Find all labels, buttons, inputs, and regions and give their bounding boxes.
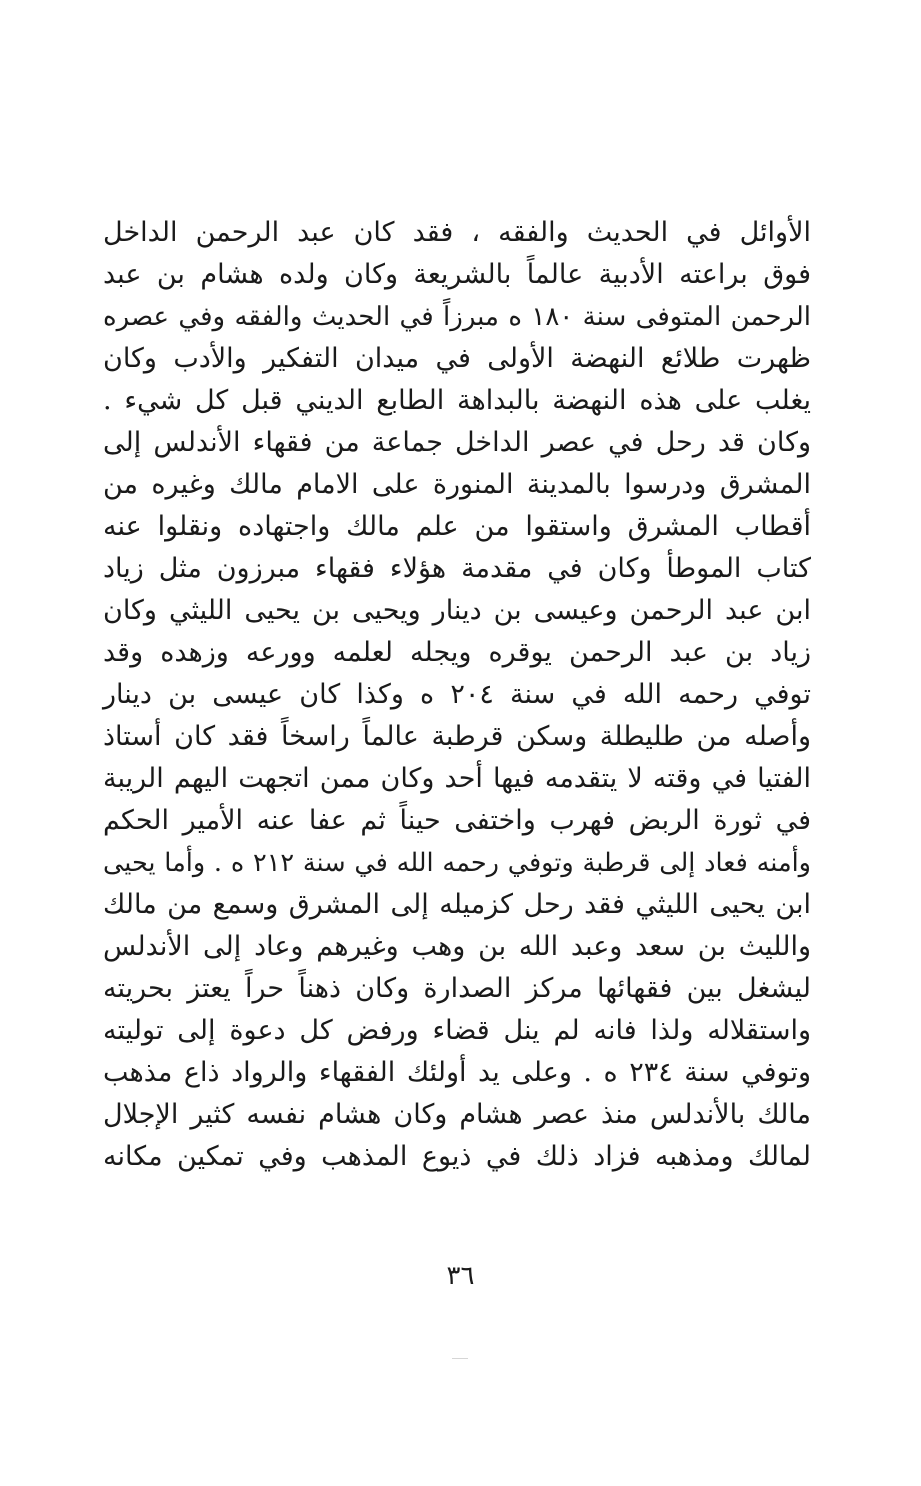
text-line: ابن عبد الرحمن وعيسى بن دينار ويحيى بن يحيى الليثي وكان [103, 595, 811, 626]
text-line: مالك بالأندلس منذ عصر هشام وكان هشام نفسه كثير الإجلال [103, 1099, 811, 1130]
text-line: وأصله من طليطلة وسكن قرطبة عالماً راسخاً فقد كان أستاذ [103, 721, 811, 752]
text-line: ليشغل بين فقهائها مركز الصدارة وكان ذهناً حراً يعتز بحريته [103, 973, 811, 1004]
text-line: زياد بن عبد الرحمن يوقره ويجله لعلمه وورعه وزهده وقد [103, 637, 811, 668]
page-number: ٣٦ [446, 1261, 475, 1291]
scan-mark [452, 1358, 468, 1359]
text-line: فوق براعته الأدبية عالماً بالشريعة وكان ولده هشام بن عبد [103, 259, 811, 290]
text-line: وتوفي سنة ٢٣٤ ه . وعلى يد أولئك الفقهاء والرواد ذاع مذهب [103, 1057, 811, 1088]
text-line: الأوائل في الحديث والفقه ، فقد كان عبد الرحمن الداخل [103, 217, 811, 248]
text-line: لمالك ومذهبه فزاد ذلك في ذيوع المذهب وفي تمكين مكانه [103, 1141, 811, 1172]
text-line: توفي رحمه الله في سنة ٢٠٤ ه وكذا كان عيسى بن دينار [103, 679, 811, 710]
text-line: واستقلاله ولذا فانه لم ينل قضاء ورفض كل دعوة إلى توليته [103, 1015, 811, 1046]
text-line: وكان قد رحل في عصر الداخل جماعة من فقهاء الأندلس إلى [103, 427, 811, 458]
text-line: في ثورة الربض فهرب واختفى حيناً ثم عفا عنه الأمير الحكم [103, 805, 811, 836]
text-line: كتاب الموطأ وكان في مقدمة هؤلاء فقهاء مبرزون مثل زياد [103, 553, 811, 584]
text-line: ظهرت طلائع النهضة الأولى في ميدان التفكير والأدب وكان [103, 343, 811, 374]
text-line: ابن يحيى الليثي فقد رحل كزميله إلى المشرق وسمع من مالك [103, 889, 811, 920]
body-text [103, 212, 811, 1178]
text-line: المشرق ودرسوا بالمدينة المنورة على الامام مالك وغيره من [103, 469, 811, 500]
text-line: يغلب على هذه النهضة بالبداهة الطابع الديني قبل كل شيء . [103, 385, 811, 416]
text-line: والليث بن سعد وعبد الله بن وهب وغيرهم وعاد إلى الأندلس [103, 931, 811, 962]
text-line: الفتيا في وقته لا يتقدمه فيها أحد وكان ممن اتجهت اليهم الريبة [103, 763, 811, 794]
text-line: الرحمن المتوفى سنة ١٨٠ ه مبرزاً في الحديث والفقه وفي عصره [103, 302, 811, 332]
text-line: وأمنه فعاد إلى قرطبة وتوفي رحمه الله في سنة ٢١٢ ه . وأما يحيى [103, 848, 811, 878]
text-line: أقطاب المشرق واستقوا من علم مالك واجتهاده ونقلوا عنه [103, 511, 811, 542]
